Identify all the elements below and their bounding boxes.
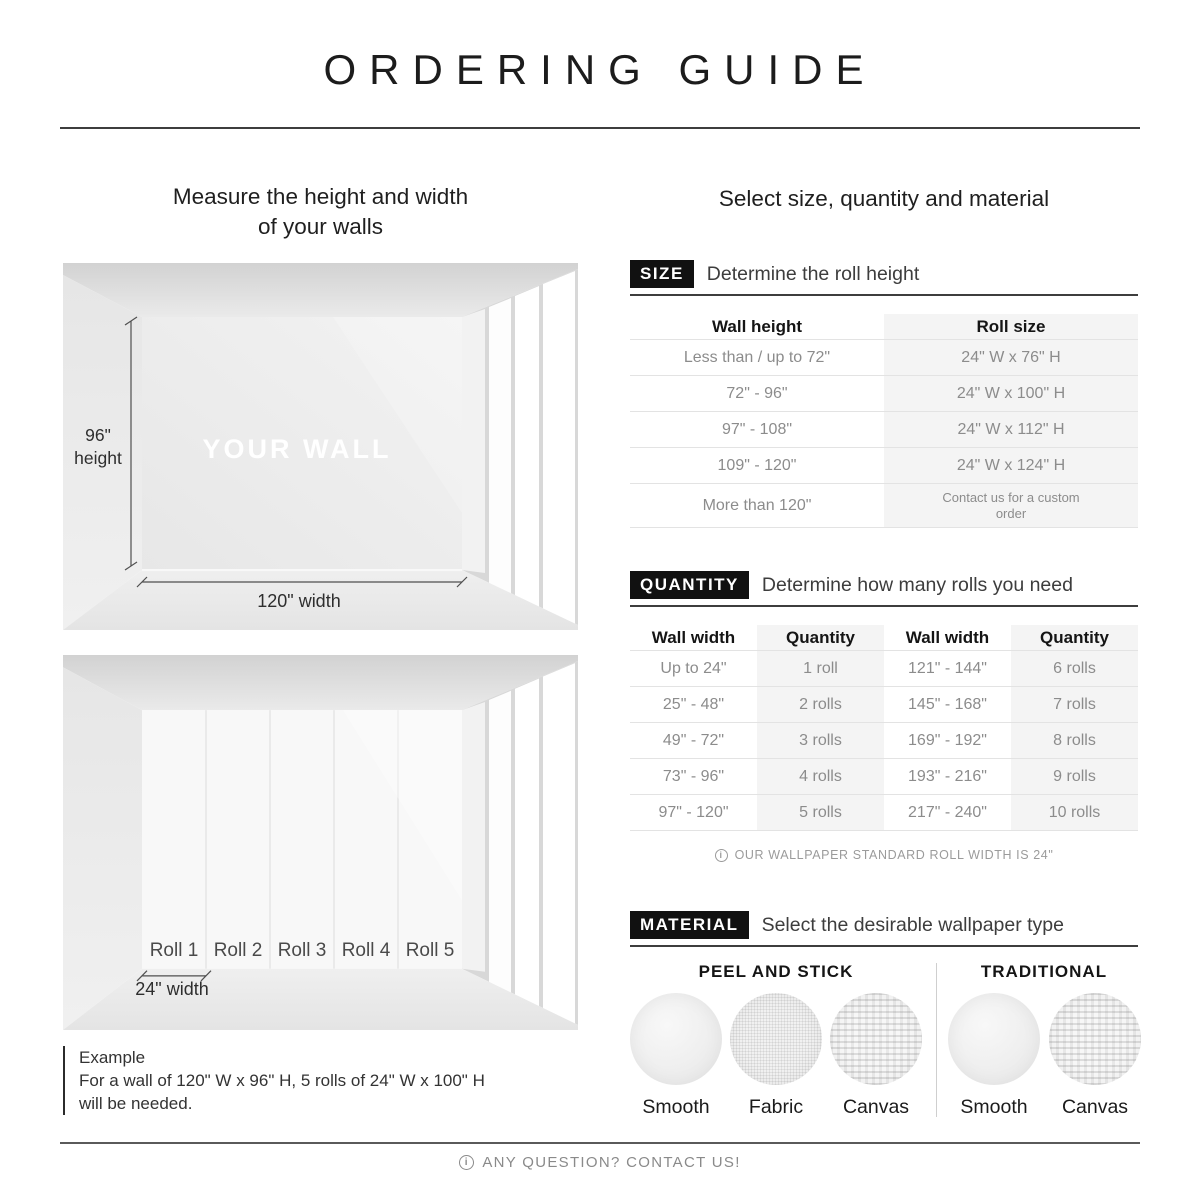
example-line1: For a wall of 120" W x 96" H, 5 rolls of 24" W x 100" H xyxy=(79,1071,485,1090)
size-subtitle: Determine the roll height xyxy=(706,262,920,285)
roll-2-label: Roll 2 xyxy=(213,940,263,961)
qty-cell: Up to 24" xyxy=(660,659,727,677)
qty-cell: 73" - 96" xyxy=(662,767,725,785)
roll-width-note-text: OUR WALLPAPER STANDARD ROLL WIDTH IS 24" xyxy=(734,848,1054,862)
table-row xyxy=(630,651,1138,687)
window-frame xyxy=(462,702,485,972)
header-divider xyxy=(60,127,1140,129)
qty-col-header: Wall width xyxy=(905,627,990,647)
swatch-label: Smooth xyxy=(960,1096,1028,1118)
footer-divider xyxy=(60,1142,1140,1144)
wall-height-value: 96" xyxy=(85,425,111,445)
qty-cell: 97" - 120" xyxy=(658,803,729,821)
table-row xyxy=(630,412,1138,448)
size-cell: 72" - 96" xyxy=(726,384,788,402)
table-row xyxy=(630,759,1138,795)
roll-4-label: Roll 4 xyxy=(341,940,391,961)
size-table xyxy=(630,314,1138,528)
quantity-badge: QUANTITY xyxy=(630,571,749,599)
swatch-label: Smooth xyxy=(642,1096,710,1118)
roll-width-note xyxy=(630,848,1138,862)
example-block xyxy=(63,1046,588,1115)
swatch-smooth-peel xyxy=(630,993,722,1085)
qty-cell: 145" - 168" xyxy=(908,695,987,713)
qty-cell: 217" - 240" xyxy=(908,803,987,821)
quantity-subtitle: Determine how many rolls you need xyxy=(761,573,1073,596)
swatch-fabric-peel xyxy=(730,993,822,1085)
left-wall xyxy=(63,667,142,1030)
qty-cell: 121" - 144" xyxy=(908,659,987,677)
info-icon: i xyxy=(459,1155,474,1170)
table-row xyxy=(630,484,1138,528)
size-cell: 109" - 120" xyxy=(717,456,797,474)
quantity-table xyxy=(630,625,1138,831)
table-row xyxy=(630,340,1138,376)
size-col-header-roll-size: Roll size xyxy=(884,314,1138,339)
size-cell: 24" W x 124" H xyxy=(884,448,1138,483)
swatch-label: Fabric xyxy=(748,1096,804,1118)
size-cell: 24" W x 76" H xyxy=(884,340,1138,375)
qty-col-header: Wall width xyxy=(651,627,736,647)
swatch-label: Canvas xyxy=(1061,1096,1129,1118)
qty-cell: 7 rolls xyxy=(1011,687,1138,722)
qty-cell: 2 rolls xyxy=(757,687,884,722)
measure-heading xyxy=(63,182,578,242)
qty-col-header: Quantity xyxy=(1011,625,1138,650)
wall-height-word: height xyxy=(74,448,122,468)
swatch-canvas-traditional xyxy=(1049,993,1141,1085)
qty-cell: 169" - 192" xyxy=(908,731,987,749)
swatch-smooth-traditional xyxy=(948,993,1040,1085)
material-section-header xyxy=(630,911,1138,947)
roll-3-label: Roll 3 xyxy=(277,940,327,961)
size-badge: SIZE xyxy=(630,260,694,288)
example-title: Example xyxy=(79,1048,146,1067)
table-row xyxy=(630,376,1138,412)
qty-cell: 5 rolls xyxy=(757,795,884,830)
window-pane xyxy=(515,679,539,1007)
select-heading: Select size, quantity and material xyxy=(718,186,1050,211)
size-table-header-row xyxy=(630,314,1138,340)
qty-cell: 49" - 72" xyxy=(662,731,725,749)
window-pane xyxy=(489,691,511,993)
window-pane xyxy=(543,663,575,1024)
qty-cell: 25" - 48" xyxy=(662,695,725,713)
window-frame xyxy=(462,309,485,573)
roll-width-label: 24" width xyxy=(135,979,209,999)
peel-and-stick-title: PEEL AND STICK xyxy=(698,962,854,981)
qty-cell: 8 rolls xyxy=(1011,723,1138,758)
size-cell: Less than / up to 72" xyxy=(683,348,831,366)
qty-cell: 193" - 216" xyxy=(908,767,987,785)
material-badge: MATERIAL xyxy=(630,911,749,939)
table-row xyxy=(630,795,1138,831)
size-section-header xyxy=(630,260,1138,296)
quantity-section-header xyxy=(630,571,1138,607)
table-row xyxy=(630,448,1138,484)
size-cell: 24" W x 100" H xyxy=(884,376,1138,411)
wall-width-label: 120" width xyxy=(257,591,341,611)
size-cell: 24" W x 112" H xyxy=(884,412,1138,447)
traditional-title: TRADITIONAL xyxy=(980,962,1108,981)
table-row xyxy=(630,723,1138,759)
info-icon: i xyxy=(715,849,728,862)
qty-cell: 9 rolls xyxy=(1011,759,1138,794)
wall-height-label xyxy=(58,424,138,470)
window-pane xyxy=(543,271,575,624)
size-col-header-wall-height: Wall height xyxy=(711,316,803,336)
measure-heading-line1: Measure the height and width xyxy=(172,184,469,209)
size-cell: Contact us for a custom order xyxy=(884,484,1138,527)
qty-cell: 6 rolls xyxy=(1011,651,1138,686)
qty-cell: 1 roll xyxy=(757,651,884,686)
roll-1-label: Roll 1 xyxy=(149,940,199,961)
room-illustration-rolls xyxy=(63,655,578,1030)
material-subtitle: Select the desirable wallpaper type xyxy=(761,913,1064,936)
qty-cell: 3 rolls xyxy=(757,723,884,758)
measure-heading-line2: of your walls xyxy=(257,214,384,239)
window-pane xyxy=(515,286,539,607)
qty-col-header: Quantity xyxy=(757,625,884,650)
size-cell: 97" - 108" xyxy=(721,420,793,438)
qty-cell: 4 rolls xyxy=(757,759,884,794)
qty-cell: 10 rolls xyxy=(1011,795,1138,830)
example-line2: will be needed. xyxy=(79,1094,193,1113)
footer-contact-text: ANY QUESTION? CONTACT US! xyxy=(482,1154,741,1171)
size-cell: More than 120" xyxy=(702,496,812,514)
table-row xyxy=(630,687,1138,723)
roll-5-label: Roll 5 xyxy=(405,940,455,961)
your-wall-label: YOUR WALL xyxy=(202,434,392,464)
swatch-canvas-peel xyxy=(830,993,922,1085)
swatch-label: Canvas xyxy=(842,1096,910,1118)
room-rolls-drawing xyxy=(63,655,578,1030)
footer-contact xyxy=(0,1154,1200,1171)
page-title: ORDERING GUIDE xyxy=(323,46,877,93)
quantity-table-header-row xyxy=(630,625,1138,651)
window-pane xyxy=(489,298,511,594)
material-group-divider xyxy=(936,963,937,1117)
